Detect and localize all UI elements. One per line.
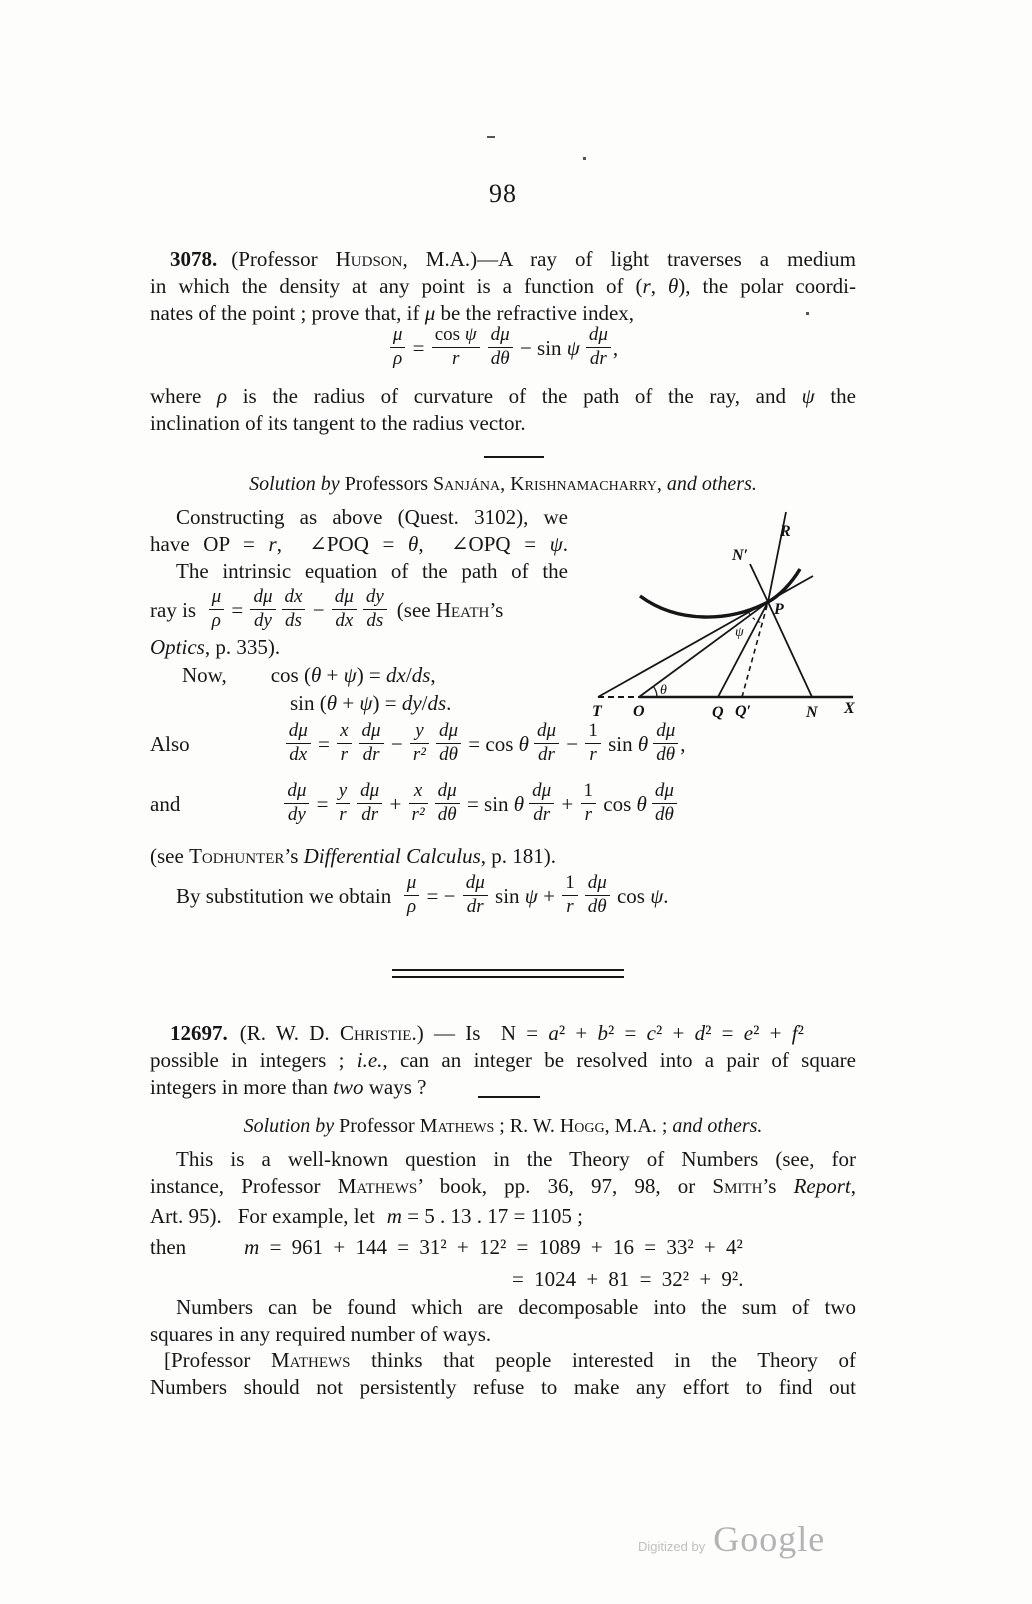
sol3078-substitution-row: By substitution we obtain $\frac{\mu}{\rho}$ = − $\frac{d\mu}{dr}$ sin ψ + $\frac{1}{r}$ $\frac{d\mu}{d\theta}$ cos ψ. — [176, 871, 669, 917]
label-T: T — [592, 703, 602, 720]
scan-speck — [487, 136, 495, 138]
page-number: 98 — [489, 179, 517, 208]
sol3078-col-1: Constructing as above (Quest. 3102), we — [176, 505, 568, 529]
sol3078-todhunter-ref: (see Todhunter’s Differential Calculus, p. 181). — [150, 844, 557, 868]
q3078-where-1: where ρ is the radius of curvature of the path of the ray, and ψ the — [150, 384, 857, 408]
watermark — [638, 1519, 826, 1560]
sol12697-then-row: then m = 961 + 144 = 31² + 12² = 1089 + 16 = 33² + 4² — [150, 1235, 743, 1259]
label-Q: Q — [712, 704, 724, 721]
sol12697-text-7: [Professor Mathews thinks that people interested in the Theory of — [164, 1348, 856, 1372]
q3078-line-1: 3078. (Professor Hudson, M.A.)—A ray of light traverses a medium — [170, 247, 856, 271]
label-X: X — [844, 700, 855, 717]
scan-speck — [583, 157, 586, 160]
sol12697-text-8: Numbers should not persistently refuse to make any effort to find out — [150, 1375, 856, 1399]
q12697-line-3: integers in more than two ways ? — [150, 1075, 427, 1099]
label-N-prime: N′ — [732, 547, 749, 564]
sol12697-text-3: Art. 95). For example, let m = 5 . 13 . 17 = 1105 ; — [150, 1204, 583, 1228]
sol3078-and-row: and $\frac{d\mu}{dy}$ = $\frac{y}{r}$ $\frac{d\mu}{dr}$ + $\frac{x}{\text{r²}}$ $\frac{d\mu}{d\theta}$ = sin θ $\frac{d\mu}{dr}$ + $\frac{1}{r}$ cos θ $\frac{d\mu}{d\theta}$ — [150, 780, 856, 829]
sol3078-col-3: The intrinsic equation of the path of the — [176, 559, 568, 583]
sol3078-col-7: sin (θ + ψ) = dy/ds. — [290, 691, 452, 715]
sol3078-col-6: Now, cos (θ + ψ) = dx/ds, — [182, 663, 436, 687]
line-PQprime-dashed — [742, 602, 768, 697]
sol3078-also-row: Also $\frac{d\mu}{dx}$ = $\frac{x}{r}$ $\frac{d\mu}{dr}$ − $\frac{y}{\text{r²}}$ $\frac{d\mu}{d\theta}$ = cos θ $\frac{d\mu}{dr}$ − $\frac{1}{r}$ sin θ $\frac{d\mu}{d\theta}$ , — [150, 719, 686, 765]
sol3078-byline: Solution by Professors Sanjána, Krishnamacharry, and others. — [249, 473, 757, 495]
sol12697-text-5: Numbers can be found which are decomposable into the sum of two — [176, 1295, 856, 1319]
q3078-line-3: nates of the point ; prove that, if μ be the refractive index, — [150, 301, 635, 325]
sol12697-byline: Solution by Professor Mathews ; R. W. Hogg, M.A. ; and others. — [243, 1115, 763, 1137]
theta-angle-arc — [653, 686, 657, 697]
ray-path-diagram — [552, 494, 870, 722]
label-P: P — [774, 601, 784, 618]
sol3078-col-5: Optics, p. 335). — [150, 635, 281, 659]
q3078-display-formula: $\frac{\mu}{\rho}$ = $\frac{\text{cos ψ}}{r}$ $\frac{d\mu}{d\theta}$ − sin ψ $\frac{d\mu}{dr}$ , — [150, 324, 856, 373]
watermark-prefix: Digitized by — [638, 1539, 706, 1554]
label-theta: θ — [660, 683, 667, 698]
label-N: N — [806, 704, 818, 721]
label-R: R — [780, 523, 791, 540]
label-O: O — [633, 703, 645, 720]
label-psi: ψ — [735, 625, 744, 640]
sol3078-col-4: ray is $\frac{\mu}{\rho}$ = $\frac{d\mu}{dy}$ $\frac{dx}{ds}$ − $\frac{d\mu}{dx}$ $\frac{dy}{ds}$ (see Heath’s — [150, 585, 504, 631]
q3078-where-2: inclination of its tangent to the radius vector. — [150, 411, 526, 435]
sol12697-text-2: instance, Professor Mathews’ book, pp. 36, 97, 98, or Smith’s Report, — [150, 1174, 856, 1198]
sol12697-text-6: squares in any required number of ways. — [150, 1322, 492, 1346]
sol3078-col-2: have OP = r, ∠POQ = θ, ∠OPQ = ψ. — [150, 532, 568, 556]
google-logo: Google — [713, 1519, 826, 1559]
section-rule — [484, 456, 544, 458]
label-Q-prime: Q′ — [735, 703, 752, 720]
double-rule — [392, 969, 624, 978]
section-rule — [478, 1096, 540, 1098]
q3078-line-2: in which the density at any point is a function of (r, θ), the polar coordi- — [150, 274, 856, 298]
q12697-line-1: 12697. (R. W. D. Christie.) — Is N = a² + b² = c² + d² = e² + f² — [170, 1021, 804, 1045]
sol12697-continuation-row: = 1024 + 81 = 32² + 9². — [512, 1267, 744, 1291]
sol12697-text-1: This is a well-known question in the Theory of Numbers (see, for — [176, 1147, 856, 1171]
line-PNprime — [750, 564, 768, 602]
q12697-line-2: possible in integers ; i.e., can an integer be resolved into a pair of square — [150, 1048, 856, 1072]
